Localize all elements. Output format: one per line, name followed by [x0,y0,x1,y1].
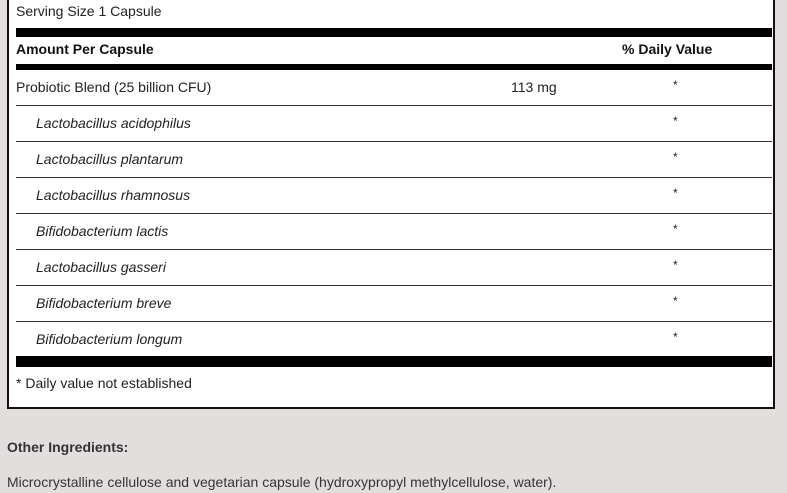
ingredient-name: Lactobacillus rhamnosus [36,187,191,203]
other-ingredients-text: Microcrystalline cellulose and vegetarian capsule (hydroxypropyl methylcellulose, water). [7,474,557,490]
ingredient-name: Lactobacillus acidophilus [36,115,191,131]
ingredient-amount: 113 mg [511,79,557,95]
table-row [16,250,772,286]
ingredient-name: Bifidobacterium breve [36,295,172,311]
ingredient-name: Bifidobacterium lactis [36,223,169,239]
other-ingredients-title: Other Ingredients: [7,439,129,455]
ingredient-name: Probiotic Blend (25 billion CFU) [16,79,212,95]
serving-size: Serving Size 1 Capsule [16,3,162,19]
table-row [16,70,772,106]
daily-value: * [673,330,678,344]
table-row [16,322,772,358]
daily-value: * [673,258,678,272]
table-row [16,142,772,178]
daily-value: * [673,186,678,200]
ingredient-name: Lactobacillus gasseri [36,259,166,275]
ingredient-name: Bifidobacterium longum [36,331,183,347]
table-row [16,214,772,250]
amount-per-header: Amount Per Capsule [16,41,154,57]
divider-thick-bottom [16,356,772,367]
table-row [16,178,772,214]
daily-value: * [673,294,678,308]
daily-value: * [673,114,678,128]
daily-value: * [673,222,678,236]
table-row [16,106,772,142]
table-row [16,286,772,322]
supplement-facts-panel [7,0,775,409]
daily-value: * [673,150,678,164]
ingredient-name: Lactobacillus plantarum [36,151,184,167]
daily-value-header: % Daily Value [622,41,713,57]
divider-thick [16,28,772,37]
footnote: * Daily value not established [16,375,192,391]
daily-value: * [673,78,678,92]
